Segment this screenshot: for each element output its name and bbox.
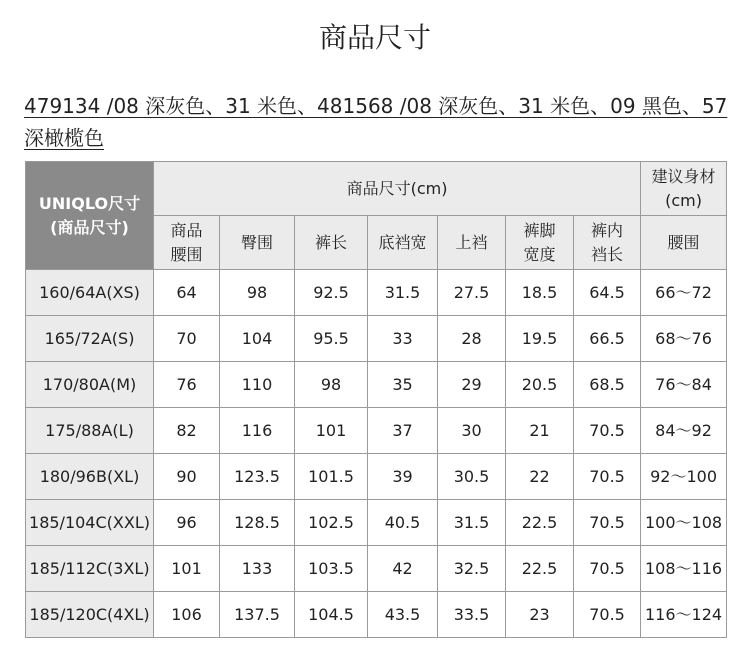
- table-cell: 35: [368, 362, 438, 408]
- size-label-cell: 170/80A(M): [26, 362, 154, 408]
- table-cell: 116: [220, 408, 295, 454]
- table-cell: 68.5: [574, 362, 641, 408]
- table-cell: 106: [154, 592, 220, 638]
- table-row: [26, 408, 727, 454]
- table-cell: 21: [506, 408, 574, 454]
- table-cell: 137.5: [220, 592, 295, 638]
- table-cell: 110: [220, 362, 295, 408]
- table-cell: 70.5: [574, 592, 641, 638]
- table-cell: 43.5: [368, 592, 438, 638]
- table-cell: 70.5: [574, 454, 641, 500]
- table-cell: 123.5: [220, 454, 295, 500]
- size-label-cell: 175/88A(L): [26, 408, 154, 454]
- table-cell: 66.5: [574, 316, 641, 362]
- table-cell: 66～72: [641, 270, 727, 316]
- table-cell: 104.5: [295, 592, 368, 638]
- recommended-body-group-header: 建议身材 (cm): [641, 162, 727, 216]
- table-cell: 116～124: [641, 592, 727, 638]
- table-cell: 84～92: [641, 408, 727, 454]
- table-cell: 70.5: [574, 408, 641, 454]
- table-cell: 19.5: [506, 316, 574, 362]
- table-cell: 101: [154, 546, 220, 592]
- table-cell: 31.5: [368, 270, 438, 316]
- table-cell: 33: [368, 316, 438, 362]
- table-cell: 22.5: [506, 546, 574, 592]
- table-cell: 103.5: [295, 546, 368, 592]
- size-label-cell: 185/120C(4XL): [26, 592, 154, 638]
- table-cell: 90: [154, 454, 220, 500]
- table-cell: 40.5: [368, 500, 438, 546]
- table-cell: 98: [295, 362, 368, 408]
- column-header: 腰围: [641, 216, 727, 270]
- table-cell: 76: [154, 362, 220, 408]
- table-row: [26, 362, 727, 408]
- table-cell: 31.5: [438, 500, 506, 546]
- table-cell: 64: [154, 270, 220, 316]
- size-table: [25, 161, 727, 638]
- table-cell: 37: [368, 408, 438, 454]
- table-cell: 101: [295, 408, 368, 454]
- table-row: [26, 592, 727, 638]
- table-cell: 92.5: [295, 270, 368, 316]
- table-cell: 30: [438, 408, 506, 454]
- table-cell: 32.5: [438, 546, 506, 592]
- table-cell: 104: [220, 316, 295, 362]
- table-cell: 22.5: [506, 500, 574, 546]
- size-label-cell: 160/64A(XS): [26, 270, 154, 316]
- table-row: [26, 500, 727, 546]
- table-cell: 28: [438, 316, 506, 362]
- table-row: [26, 546, 727, 592]
- table-cell: 22: [506, 454, 574, 500]
- column-header: 上裆: [438, 216, 506, 270]
- table-cell: 95.5: [295, 316, 368, 362]
- table-cell: 70.5: [574, 500, 641, 546]
- column-header: 裤长: [295, 216, 368, 270]
- table-cell: 68～76: [641, 316, 727, 362]
- column-header: 臀围: [220, 216, 295, 270]
- table-cell: 20.5: [506, 362, 574, 408]
- table-cell: 82: [154, 408, 220, 454]
- table-cell: 70: [154, 316, 220, 362]
- table-cell: 100～108: [641, 500, 727, 546]
- column-header: 商品 腰围: [154, 216, 220, 270]
- size-column-header: UNIQLO尺寸 (商品尺寸): [26, 162, 154, 270]
- column-header: 底裆宽: [368, 216, 438, 270]
- table-cell: 39: [368, 454, 438, 500]
- table-cell: 128.5: [220, 500, 295, 546]
- table-cell: 96: [154, 500, 220, 546]
- size-label-cell: 180/96B(XL): [26, 454, 154, 500]
- table-cell: 23: [506, 592, 574, 638]
- product-codes-subtitle: 479134 /08 深灰色、31 米色、481568 /08 深灰色、31 米色、09 黑色、57 深橄榄色: [24, 94, 728, 150]
- table-cell: 133: [220, 546, 295, 592]
- table-cell: 102.5: [295, 500, 368, 546]
- product-size-group-header: 商品尺寸(cm): [154, 162, 641, 216]
- table-row: [26, 316, 727, 362]
- size-label-cell: 185/112C(3XL): [26, 546, 154, 592]
- table-header-row: [26, 162, 727, 216]
- table-cell: 30.5: [438, 454, 506, 500]
- page-title: 商品尺寸: [318, 21, 431, 54]
- column-header: 裤内 裆长: [574, 216, 641, 270]
- table-cell: 76～84: [641, 362, 727, 408]
- table-cell: 70.5: [574, 546, 641, 592]
- table-cell: 29: [438, 362, 506, 408]
- table-body: [26, 270, 727, 638]
- table-cell: 108～116: [641, 546, 727, 592]
- size-label-cell: 185/104C(XXL): [26, 500, 154, 546]
- table-cell: 42: [368, 546, 438, 592]
- table-cell: 18.5: [506, 270, 574, 316]
- size-label-cell: 165/72A(S): [26, 316, 154, 362]
- table-cell: 64.5: [574, 270, 641, 316]
- table-row: [26, 454, 727, 500]
- table-cell: 101.5: [295, 454, 368, 500]
- table-cell: 98: [220, 270, 295, 316]
- table-cell: 33.5: [438, 592, 506, 638]
- table-row: [26, 270, 727, 316]
- table-cell: 92～100: [641, 454, 727, 500]
- column-header: 裤脚 宽度: [506, 216, 574, 270]
- table-cell: 27.5: [438, 270, 506, 316]
